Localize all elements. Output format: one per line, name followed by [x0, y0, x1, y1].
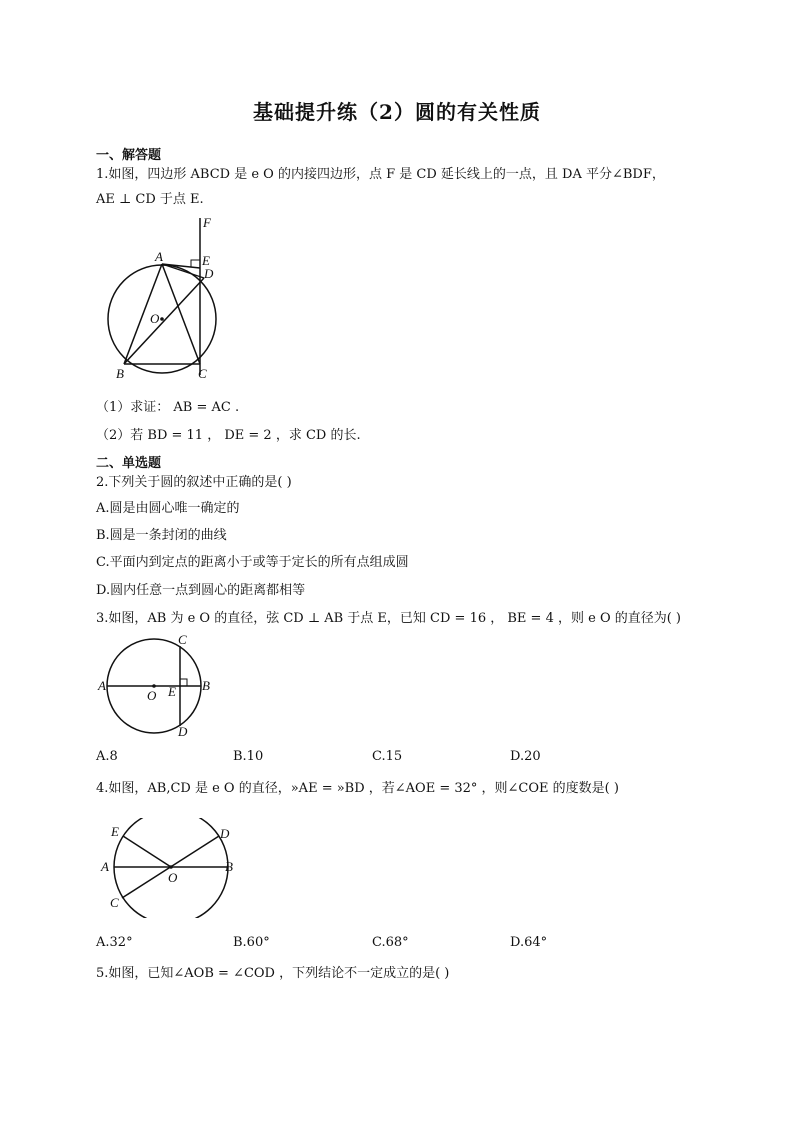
- section-heading-answer: 一、解答题: [96, 148, 162, 163]
- q1-figure: [100, 212, 250, 384]
- label-F: F: [203, 215, 211, 230]
- label-O: O: [147, 688, 157, 703]
- q3-option-b[interactable]: B.10: [233, 749, 264, 764]
- label-D: D: [204, 266, 214, 281]
- q4-option-d[interactable]: D.64°: [510, 935, 548, 950]
- label-B: B: [225, 859, 233, 874]
- label-C: C: [178, 632, 187, 647]
- q4-option-b[interactable]: B.60°: [233, 935, 270, 950]
- q3-figure: [96, 630, 220, 742]
- label-E: E: [202, 253, 210, 268]
- q3-option-c[interactable]: C.15: [372, 749, 403, 764]
- q2-stem: 2.下列关于圆的叙述中正确的是( ): [96, 475, 292, 490]
- q1-part1: （1）求证： AB = AC .: [96, 400, 240, 415]
- page-title: 基础提升练（2）圆的有关性质: [253, 100, 541, 124]
- label-C: C: [198, 366, 207, 381]
- label-B: B: [116, 366, 124, 381]
- label-O: O: [150, 311, 160, 326]
- q2-option-a[interactable]: A.圆是由圆心唯一确定的: [96, 501, 240, 516]
- label-D: D: [220, 826, 230, 841]
- q2-option-b[interactable]: B.圆是一条封闭的曲线: [96, 528, 227, 543]
- q3-option-d[interactable]: D.20: [510, 749, 541, 764]
- label-D: D: [178, 724, 188, 739]
- label-E: E: [168, 684, 176, 699]
- q5-stem: 5.如图，已知∠AOB = ∠COD ，下列结论不一定成立的是( ): [96, 966, 450, 981]
- label-B: B: [202, 678, 210, 693]
- label-O: O: [168, 870, 178, 885]
- q4-stem: 4.如图，AB,CD 是 e O 的直径，»AE = »BD ，若∠AOE = 32° ，则∠COE 的度数是( ): [96, 781, 619, 796]
- q2-option-c[interactable]: C.平面内到定点的距离小于或等于定长的所有点组成圆: [96, 555, 409, 570]
- q3-option-a[interactable]: A.8: [96, 749, 118, 764]
- q4-option-a[interactable]: A.32°: [96, 935, 133, 950]
- q1-stem-line1: 1.如图，四边形 ABCD 是 e O 的内接四边形，点 F 是 CD 延长线上的一点，且 DA 平分∠BDF，: [96, 167, 665, 182]
- section-heading-single-choice: 二、单选题: [96, 456, 162, 471]
- label-C: C: [110, 895, 119, 910]
- q1-part2: （2）若 BD = 11 ， DE = 2 ，求 CD 的长.: [96, 428, 361, 443]
- q1-stem-line2: AE ⊥ CD 于点 E.: [96, 192, 204, 207]
- label-E: E: [111, 824, 119, 839]
- q4-figure: [96, 818, 246, 918]
- q3-stem: 3.如图，AB 为 e O 的直径，弦 CD ⊥ AB 于点 E，已知 CD = 16 ， BE = 4 ，则 e O 的直径为( ): [96, 611, 682, 626]
- label-A: A: [155, 249, 163, 264]
- q2-option-d[interactable]: D.圆内任意一点到圆心的距离都相等: [96, 583, 306, 598]
- label-A: A: [98, 678, 106, 693]
- q4-option-c[interactable]: C.68°: [372, 935, 409, 950]
- label-A: A: [101, 859, 109, 874]
